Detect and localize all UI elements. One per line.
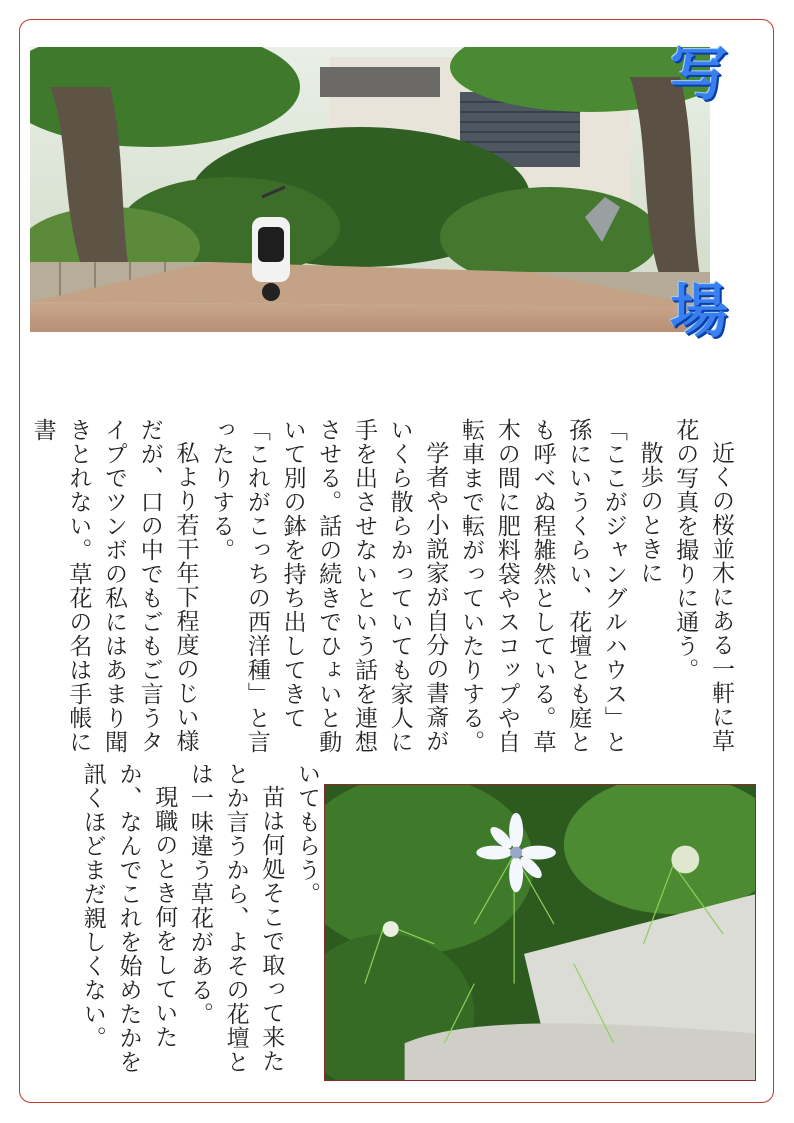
article-body-lower — [79, 762, 324, 1084]
paragraph: 私より若干年下程度のじい様だが、口の中でもごもご言うタイプでツンボの私にはあまり聞きとれない。草花の名は手帳に書 — [29, 418, 199, 754]
paragraph: 苗は何処そこで取って来たとか言うから、よその花壇とは一味違う草花がある。 — [186, 762, 285, 1074]
paragraph: 「ここがジャングルハウス」と孫にいうくらい、花壇とも庭とも呼べぬ程雑然としている。草木の間に肥料袋やスコップや自転車まで転がっていたりする。 — [458, 418, 627, 754]
paragraph: 学者や小説家が自分の書斎がいくら散らかっていても家人に手を出させないという話を連想させる。話の続きでひょいと動いて別の鉢を持ち出してきて「これがこっちの西洋種」と言ったりする。 — [208, 418, 449, 754]
paragraph: 現職のとき何をしていたか、なんでこれを始めたかを訊くほどまだ親しくない。 — [79, 762, 178, 1074]
paragraph: いてもらう。 — [294, 762, 320, 906]
paragraph: 近くの桜並木にある一軒に草花の写真を撮りに通う。 — [672, 418, 734, 753]
paragraph: 散歩のときに — [636, 441, 663, 585]
article-body-upper — [29, 418, 738, 754]
street-garden-photo — [30, 47, 710, 332]
nigella-flower-photo — [324, 784, 756, 1081]
title-char-1: 写 — [670, 40, 729, 108]
title-char-2: 場 — [670, 277, 729, 345]
